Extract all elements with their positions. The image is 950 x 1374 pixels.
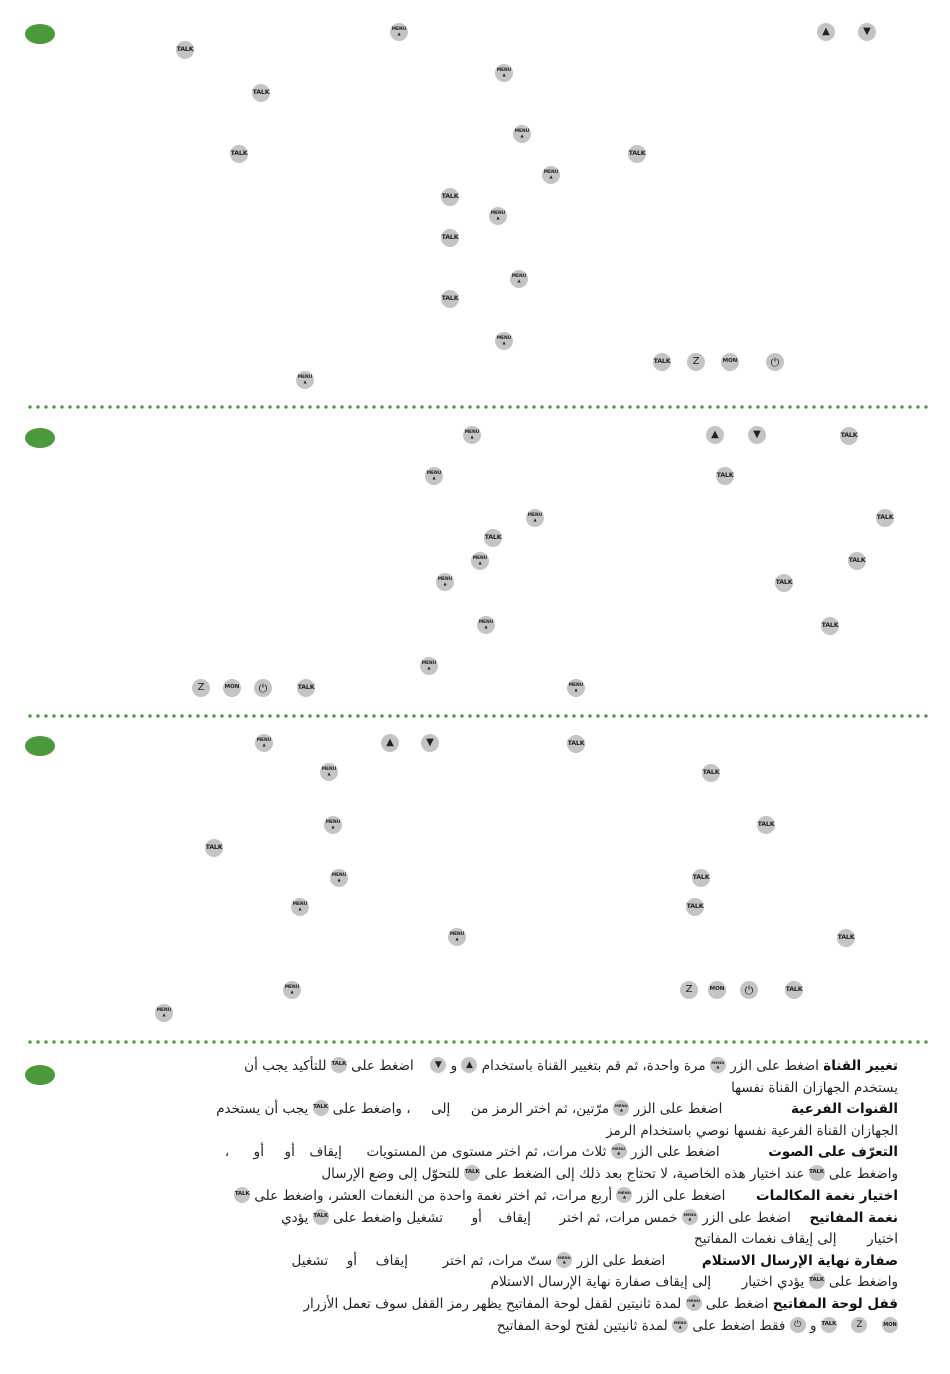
instruction-text: اضغط على [705, 1296, 769, 1312]
instruction-text: إيقاف [309, 1144, 342, 1160]
up-arrow-icon: ▲ [461, 1057, 477, 1073]
voice-detect-title: التعرّف على الصوت [768, 1144, 898, 1160]
menu-button-icon[interactable] [567, 679, 585, 697]
menu-button-icon[interactable] [448, 928, 466, 946]
menu-button-icon[interactable] [283, 981, 301, 999]
instruction-text: مرّتين، ثم اختر الرمز من [470, 1101, 610, 1117]
section-divider [26, 1040, 928, 1044]
monitor-button-icon: MON [882, 1317, 898, 1333]
lock-icon: ▲ [298, 906, 302, 912]
lock-icon: ▲ [470, 434, 474, 440]
menu-button-icon [616, 1187, 632, 1203]
talk-button-icon[interactable]: TALK [821, 617, 839, 635]
menu-button-icon[interactable] [489, 207, 507, 225]
talk-button-icon: TALK [809, 1273, 825, 1289]
lock-icon: ▲ [397, 31, 401, 37]
instruction-text: تشغيل [291, 1253, 329, 1269]
talk-button-icon: TALK [331, 1057, 347, 1073]
menu-label: MENU [297, 374, 313, 380]
lock-icon: ▲ [502, 72, 506, 78]
lock-icon: ▲ [520, 133, 524, 139]
monitor-button-icon[interactable]: MON [708, 981, 726, 999]
up-arrow-icon[interactable]: ▲ [706, 426, 724, 444]
instruction-text: أو [284, 1144, 295, 1160]
power-icon[interactable]: ⏻ [740, 981, 758, 999]
instruction-text: يجب أن يستخدم [216, 1101, 309, 1117]
menu-label: MENU [391, 26, 407, 32]
talk-button-icon[interactable]: TALK [716, 467, 734, 485]
instruction-text: يؤدي [281, 1210, 309, 1226]
instruction-text: واضغط على [828, 1166, 898, 1182]
change-channel-title: تغيير القناة [823, 1058, 898, 1074]
lock-icon: ▲ [303, 379, 307, 385]
menu-button-icon[interactable] [425, 467, 443, 485]
talk-button-icon[interactable]: TALK [176, 41, 194, 59]
lock-icon: ▲ [262, 742, 266, 748]
voice-detect-line-1 [225, 1144, 898, 1161]
key-tone-line-2 [694, 1231, 898, 1248]
menu-label: MENU [673, 1319, 687, 1325]
menu-button-icon[interactable] [526, 509, 544, 527]
menu-button-icon[interactable] [542, 166, 560, 184]
menu-label: MENU [514, 128, 530, 134]
up-arrow-icon[interactable]: ▲ [381, 734, 399, 752]
talk-button-icon[interactable]: TALK [567, 735, 585, 753]
down-arrow-icon[interactable]: ▼ [748, 426, 766, 444]
instruction-text: اضغط على الزر [730, 1058, 819, 1074]
down-arrow-icon[interactable]: ▼ [421, 734, 439, 752]
menu-label: MENU [421, 660, 437, 666]
menu-label: MENU [449, 931, 465, 937]
change-channel-line-2 [731, 1080, 898, 1097]
instruction-text: اضغط على الزر [702, 1210, 791, 1226]
lock-icon: ▲ [496, 215, 500, 221]
lock-icon: ▲ [549, 174, 553, 180]
menu-button-icon [611, 1143, 627, 1159]
lock-icon: ▲ [533, 517, 537, 523]
down-arrow-icon: ▼ [430, 1057, 446, 1073]
scan-icon[interactable]: Z [687, 353, 705, 371]
talk-button-icon[interactable]: TALK [757, 816, 775, 834]
menu-button-icon[interactable] [495, 332, 513, 350]
menu-label: MENU [490, 210, 506, 216]
menu-label: MENU [325, 819, 341, 825]
menu-button-icon[interactable] [320, 763, 338, 781]
power-icon: ⏻ [790, 1317, 806, 1333]
scan-icon[interactable]: Z [680, 981, 698, 999]
menu-label: MENU [321, 766, 337, 772]
section-marker-3 [25, 736, 55, 756]
menu-button-icon[interactable] [513, 125, 531, 143]
instruction-text: ستّ مرات، ثم اختر [442, 1253, 552, 1269]
menu-label: MENU [472, 555, 488, 561]
roger-beep-title: صفارة نهاية الإرسال الاستلام [701, 1253, 898, 1269]
instruction-text: خمس مرات، ثم اختر [559, 1210, 678, 1226]
instruction-text: واضغط على [828, 1274, 898, 1290]
menu-button-icon[interactable] [477, 616, 495, 634]
menu-button-icon[interactable] [436, 573, 454, 591]
talk-button-icon: TALK [464, 1165, 480, 1181]
lock-icon: ▲ [327, 771, 331, 777]
change-channel-line-1 [244, 1058, 898, 1075]
menu-label: MENU [511, 273, 527, 279]
lock-icon: ▲ [716, 1064, 720, 1070]
menu-label: MENU [687, 1297, 700, 1303]
subchannels-line-1 [216, 1101, 898, 1118]
menu-label: MENU [711, 1059, 725, 1065]
down-arrow-icon[interactable]: ▼ [858, 23, 876, 41]
section-divider [26, 714, 928, 718]
menu-button-icon [556, 1252, 572, 1268]
menu-label: MENU [256, 737, 272, 743]
talk-button-icon: TALK [313, 1209, 329, 1225]
lock-icon: ▲ [478, 560, 482, 566]
menu-button-icon[interactable] [330, 869, 348, 887]
menu-button-icon[interactable] [463, 426, 481, 444]
scan-icon: Z [851, 1317, 867, 1333]
menu-label: MENU [617, 1189, 631, 1195]
menu-button-icon [672, 1317, 688, 1333]
menu-label: MENU [292, 901, 308, 907]
instruction-text: عند اختيار هذه الخاصية، لا تحتاج بعد ذلك إلى الضغط على [484, 1166, 805, 1182]
lock-icon: ▲ [622, 1194, 626, 1200]
instruction-text: مرة واحدة، ثم قم بتغيير القناة باستخدام [481, 1058, 706, 1074]
lock-icon: ▲ [162, 1012, 166, 1018]
instruction-text: لمدة ثانيتين لقفل لوحة المفاتيح يظهر رمز القفل سوف تعمل الأزرار [303, 1296, 682, 1312]
section-divider [26, 405, 928, 409]
talk-button-icon[interactable]: TALK [686, 898, 704, 916]
instruction-text: للتحوّل إلى وضع الإرسال [321, 1166, 460, 1182]
keypad-lock-line-2 [497, 1318, 898, 1335]
instruction-text: إيقاف [498, 1210, 531, 1226]
instruction-text: و [450, 1058, 458, 1074]
instruction-text: إلى [431, 1101, 451, 1117]
lock-icon: ▲ [574, 687, 578, 693]
instruction-text: أو [253, 1144, 264, 1160]
lock-icon: ▲ [619, 1107, 623, 1113]
monitor-button-icon[interactable]: MON [721, 353, 739, 371]
instruction-text: اضغط على [351, 1058, 414, 1074]
menu-label: MENU [612, 1145, 626, 1151]
instruction-text: يؤدي اختيار [741, 1274, 805, 1290]
instruction-text: تشغيل واضغط على [332, 1210, 443, 1226]
key-tone-line-1 [281, 1210, 898, 1227]
lock-icon: ▲ [455, 936, 459, 942]
instruction-text: إلى إيقاف نغمات المفاتيح [694, 1231, 837, 1247]
menu-label: MENU [568, 682, 584, 688]
section-marker-4 [25, 1065, 55, 1085]
lock-icon: ▲ [432, 475, 436, 481]
instruction-text: لمدة ثانيتين لفتح لوحة المفاتيح [496, 1318, 668, 1334]
instruction-text: أربع مرات، ثم اختر نغمة واحدة من النغمات العشر، واضغط على [254, 1188, 613, 1204]
talk-button-icon[interactable]: TALK [628, 145, 646, 163]
monitor-button-icon[interactable]: MON [223, 679, 241, 697]
subchannels-line-2 [606, 1123, 898, 1140]
instruction-text: اضغط على الزر [630, 1144, 720, 1160]
instruction-text: اضغط على الزر [576, 1253, 666, 1269]
menu-label: MENU [437, 576, 453, 582]
call-tone-line-1 [234, 1188, 898, 1205]
lock-icon: ▲ [484, 624, 488, 630]
instruction-text: ثلاث مرات، ثم اختر مستوى من المستويات [366, 1144, 607, 1160]
scan-icon[interactable]: Z [192, 679, 210, 697]
up-arrow-icon[interactable]: ▲ [817, 23, 835, 41]
lock-icon: ▲ [290, 989, 294, 995]
menu-label: MENU [496, 335, 512, 341]
menu-button-icon[interactable] [291, 898, 309, 916]
section-marker-1 [25, 24, 55, 44]
instruction-text: ، [224, 1144, 230, 1160]
instruction-text: ، واضغط على [332, 1101, 411, 1117]
menu-label: MENU [557, 1254, 571, 1260]
instruction-text: اختيار [867, 1231, 898, 1247]
lock-icon: ▲ [562, 1259, 566, 1265]
lock-icon: ▲ [427, 665, 431, 671]
menu-button-icon [682, 1209, 698, 1225]
instruction-text: إيقاف [375, 1253, 409, 1269]
roger-beep-line-2 [491, 1274, 898, 1291]
talk-button-icon[interactable]: TALK [653, 353, 671, 371]
power-icon[interactable]: ⏻ [254, 679, 272, 697]
talk-button-icon[interactable]: TALK [840, 427, 858, 445]
talk-button-icon[interactable]: TALK [848, 552, 866, 570]
menu-label: MENU [478, 619, 494, 625]
instruction-text: للتأكيد يجب أن [244, 1058, 327, 1074]
keypad-lock-title: قفل لوحة المفاتيح [772, 1296, 898, 1312]
menu-label: MENU [496, 67, 512, 73]
menu-button-icon[interactable] [255, 734, 273, 752]
talk-button-icon[interactable]: TALK [702, 764, 720, 782]
instruction-text: أو [346, 1253, 358, 1269]
menu-button-icon[interactable] [510, 270, 528, 288]
lock-icon: ▲ [678, 1324, 682, 1330]
menu-label: MENU [156, 1007, 172, 1013]
instruction-text: الجهازان القناة الفرعية نفسها نوصي باستخدام الرمز [606, 1123, 898, 1139]
menu-label: MENU [527, 512, 543, 518]
talk-button-icon[interactable]: TALK [775, 574, 793, 592]
talk-button-icon[interactable]: TALK [205, 839, 223, 857]
menu-label: MENU [464, 429, 480, 435]
talk-button-icon[interactable]: TALK [876, 509, 894, 527]
talk-button-icon: TALK [313, 1100, 329, 1116]
lock-icon: ▲ [617, 1150, 621, 1156]
talk-button-icon[interactable]: TALK [441, 229, 459, 247]
talk-button-icon[interactable]: TALK [230, 145, 248, 163]
lock-icon: ▲ [691, 1302, 696, 1308]
subchannels-title: القنوات الفرعية [790, 1101, 898, 1117]
power-icon[interactable]: ⏻ [766, 353, 784, 371]
talk-button-icon[interactable]: TALK [837, 929, 855, 947]
menu-button-icon [686, 1295, 702, 1311]
voice-detect-line-2 [321, 1166, 898, 1183]
instruction-text: و [809, 1318, 817, 1334]
talk-button-icon: TALK [234, 1187, 250, 1203]
instruction-text: اضغط على الزر [636, 1188, 726, 1204]
lock-icon: ▲ [517, 278, 521, 284]
menu-button-icon [613, 1100, 629, 1116]
lock-icon: ▲ [502, 340, 506, 346]
menu-button-icon[interactable] [155, 1004, 173, 1022]
lock-icon: ▲ [688, 1216, 692, 1222]
lock-icon: ▲ [443, 581, 447, 587]
menu-button-icon[interactable] [420, 657, 438, 675]
roger-beep-line-1 [292, 1253, 898, 1270]
instruction-text: فقط اضغط على [692, 1318, 786, 1334]
instruction-text: إلى إيقاف صفارة نهاية الإرسال الاستلام [490, 1274, 712, 1290]
talk-button-icon[interactable]: TALK [441, 188, 459, 206]
menu-label: MENU [331, 872, 347, 878]
section-marker-2 [25, 428, 55, 448]
instruction-text: أو [471, 1210, 482, 1226]
menu-button-icon[interactable] [324, 816, 342, 834]
menu-label: MENU [543, 169, 559, 175]
call-tone-title: اختيار نغمة المكالمات [756, 1188, 898, 1204]
lock-icon: ▲ [337, 877, 341, 883]
menu-button-icon [710, 1057, 726, 1073]
lock-icon: ▲ [331, 824, 335, 830]
instruction-text: اضغط على الزر [633, 1101, 723, 1117]
menu-button-icon[interactable] [495, 64, 513, 82]
menu-button-icon[interactable] [390, 23, 408, 41]
key-tone-title: نغمة المفاتيح [809, 1210, 898, 1226]
talk-button-icon: TALK [809, 1165, 825, 1181]
talk-button-icon[interactable]: TALK [692, 869, 710, 887]
talk-button-icon[interactable]: TALK [441, 290, 459, 308]
talk-button-icon: TALK [821, 1317, 837, 1333]
menu-button-icon[interactable] [471, 552, 489, 570]
keypad-lock-line-1 [303, 1296, 898, 1313]
menu-button-icon[interactable] [296, 371, 314, 389]
menu-label: MENU [284, 984, 300, 990]
menu-label: MENU [426, 470, 442, 476]
talk-button-icon[interactable]: TALK [252, 84, 270, 102]
talk-button-icon[interactable]: TALK [785, 981, 803, 999]
menu-label: MENU [614, 1102, 628, 1108]
talk-button-icon[interactable]: TALK [484, 529, 502, 547]
talk-button-icon[interactable]: TALK [297, 679, 315, 697]
menu-label: MENU [683, 1211, 697, 1217]
instruction-text: يستخدم الجهازان القناة نفسها [731, 1080, 898, 1096]
